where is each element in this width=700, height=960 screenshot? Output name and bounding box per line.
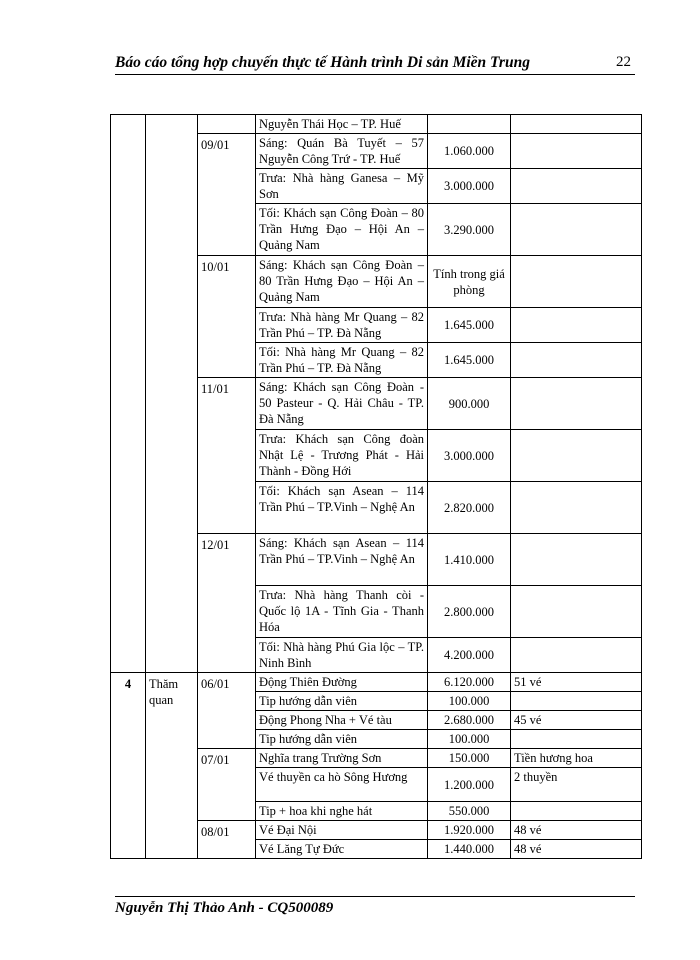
amount-cell: 3.290.000 xyxy=(428,204,511,256)
table-row xyxy=(111,115,642,134)
section-number-cell xyxy=(111,115,146,673)
description-cell: Sáng: Khách sạn Công Đoàn - 50 Pasteur - Q. Hải Châu - TP. Đà Nẵng xyxy=(256,378,428,430)
description-cell: Vé Lăng Tự Đức xyxy=(256,840,428,859)
description-cell: Tối: Nhà hàng Mr Quang – 82 Trần Phú – TP. Đà Nẵng xyxy=(256,343,428,378)
section-number-cell: 4 xyxy=(111,673,146,859)
amount-cell: 3.000.000 xyxy=(428,169,511,204)
note-cell xyxy=(511,343,642,378)
description-cell: Nghĩa trang Trường Sơn xyxy=(256,749,428,768)
note-cell: 48 vé xyxy=(511,840,642,859)
note-cell: 48 vé xyxy=(511,821,642,840)
note-cell xyxy=(511,638,642,673)
table-row xyxy=(111,673,642,692)
description-cell: Sáng: Quán Bà Tuyết – 57 Nguyễn Công Trứ - TP. Huế xyxy=(256,134,428,169)
amount-cell: 1.410.000 xyxy=(428,534,511,586)
note-cell xyxy=(511,692,642,711)
report-title: Báo cáo tổng hợp chuyến thực tế Hành trình Di sản Miền Trung xyxy=(115,54,530,71)
amount-cell: 2.800.000 xyxy=(428,586,511,638)
description-cell: Tối: Khách sạn Asean – 114 Trần Phú – TP.Vinh – Nghệ An xyxy=(256,482,428,534)
description-cell: Động Thiên Đường xyxy=(256,673,428,692)
description-cell: Trưa: Nhà hàng Thanh còi - Quốc lộ 1A - Tĩnh Gia - Thanh Hóa xyxy=(256,586,428,638)
description-cell: Sáng: Khách sạn Công Đoàn – 80 Trần Hưng Đạo – Hội An – Quảng Nam xyxy=(256,256,428,308)
note-cell xyxy=(511,802,642,821)
author-name: Nguyễn Thị Thảo Anh - CQ500089 xyxy=(115,900,334,916)
activity-cell xyxy=(146,115,198,673)
date-cell: 10/01 xyxy=(198,256,256,378)
amount-cell: 1.060.000 xyxy=(428,134,511,169)
page-footer xyxy=(115,896,635,916)
date-cell: 08/01 xyxy=(198,821,256,859)
note-cell: Tiền hương hoa xyxy=(511,749,642,768)
note-cell xyxy=(511,378,642,430)
date-cell: 11/01 xyxy=(198,378,256,534)
note-cell xyxy=(511,308,642,343)
amount-cell: 1.920.000 xyxy=(428,821,511,840)
description-cell: Sáng: Khách sạn Asean – 114 Trần Phú – TP.Vinh – Nghệ An xyxy=(256,534,428,586)
expense-table xyxy=(110,114,642,859)
amount-cell: Tính trong giá phòng xyxy=(428,256,511,308)
description-cell: Tip + hoa khi nghe hát xyxy=(256,802,428,821)
note-cell: 45 vé xyxy=(511,711,642,730)
amount-cell: 150.000 xyxy=(428,749,511,768)
amount-cell: 2.680.000 xyxy=(428,711,511,730)
amount-cell: 100.000 xyxy=(428,730,511,749)
amount-cell: 100.000 xyxy=(428,692,511,711)
description-cell: Nguyễn Thái Học – TP. Huế xyxy=(256,115,428,134)
description-cell: Vé Đại Nội xyxy=(256,821,428,840)
date-cell: 07/01 xyxy=(198,749,256,821)
note-cell xyxy=(511,256,642,308)
page-header xyxy=(115,52,635,75)
amount-cell: 4.200.000 xyxy=(428,638,511,673)
date-cell: 12/01 xyxy=(198,534,256,673)
description-cell: Tối: Nhà hàng Phú Gia lộc – TP. Ninh Bình xyxy=(256,638,428,673)
page-number: 22 xyxy=(616,54,631,70)
note-cell xyxy=(511,430,642,482)
amount-cell: 1.645.000 xyxy=(428,308,511,343)
description-cell: Động Phong Nha + Vé tàu xyxy=(256,711,428,730)
amount-cell: 1.645.000 xyxy=(428,343,511,378)
note-cell xyxy=(511,730,642,749)
amount-cell: 1.440.000 xyxy=(428,840,511,859)
amount-cell: 1.200.000 xyxy=(428,768,511,802)
amount-cell: 3.000.000 xyxy=(428,430,511,482)
description-cell: Tip hướng dẫn viên xyxy=(256,692,428,711)
description-cell: Trưa: Nhà hàng Mr Quang – 82 Trần Phú – TP. Đà Nẵng xyxy=(256,308,428,343)
amount-cell: 2.820.000 xyxy=(428,482,511,534)
date-cell xyxy=(198,115,256,134)
description-cell: Trưa: Khách sạn Công đoàn Nhật Lệ - Trương Phát - Hải Thành - Đồng Hới xyxy=(256,430,428,482)
activity-cell: Thăm quan xyxy=(146,673,198,859)
description-cell: Tip hướng dẫn viên xyxy=(256,730,428,749)
note-cell xyxy=(511,134,642,169)
note-cell xyxy=(511,169,642,204)
amount-cell: 550.000 xyxy=(428,802,511,821)
amount-cell: 900.000 xyxy=(428,378,511,430)
note-cell xyxy=(511,534,642,586)
date-cell: 09/01 xyxy=(198,134,256,256)
date-cell: 06/01 xyxy=(198,673,256,749)
description-cell: Vé thuyền ca hò Sông Hương xyxy=(256,768,428,802)
description-cell: Trưa: Nhà hàng Ganesa – Mỹ Sơn xyxy=(256,169,428,204)
note-cell xyxy=(511,482,642,534)
amount-cell xyxy=(428,115,511,134)
note-cell xyxy=(511,586,642,638)
note-cell xyxy=(511,204,642,256)
description-cell: Tối: Khách sạn Công Đoàn – 80 Trần Hưng Đạo – Hội An – Quảng Nam xyxy=(256,204,428,256)
note-cell: 51 vé xyxy=(511,673,642,692)
note-cell xyxy=(511,115,642,134)
amount-cell: 6.120.000 xyxy=(428,673,511,692)
note-cell: 2 thuyền xyxy=(511,768,642,802)
